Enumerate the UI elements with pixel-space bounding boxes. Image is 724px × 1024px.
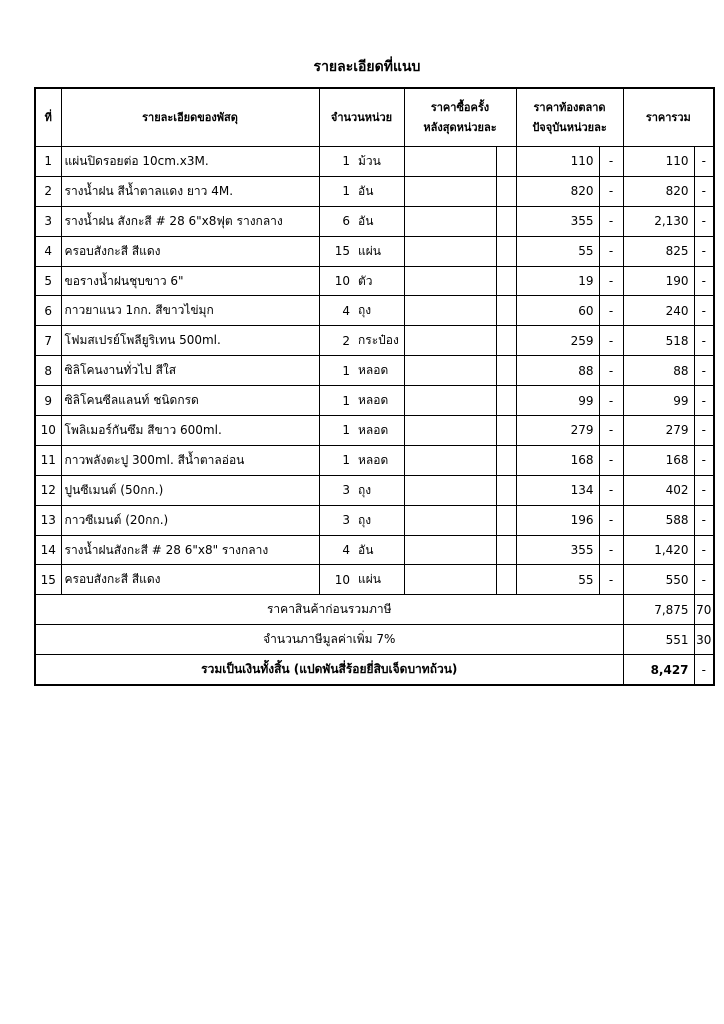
subtotal-satang: 70 (694, 595, 714, 625)
item-unit: หลอด (354, 356, 404, 386)
item-last-price (404, 176, 496, 206)
item-market-price: 110 (516, 147, 599, 177)
item-total-satang: - (694, 266, 714, 296)
items-body (35, 147, 714, 595)
row-number: 5 (35, 266, 61, 296)
table-row (35, 356, 714, 386)
item-last-price (404, 535, 496, 565)
item-last-price (404, 326, 496, 356)
table-row (35, 565, 714, 595)
item-last-price-satang (496, 445, 516, 475)
item-total: 550 (623, 565, 694, 595)
item-total-satang: - (694, 386, 714, 416)
item-market-price-satang: - (599, 505, 623, 535)
item-market-price-satang: - (599, 565, 623, 595)
item-quantity: 1 (319, 386, 354, 416)
header-market-price-line1: ราคาท้องตลาด (533, 100, 606, 114)
item-description: แผ่นปิดรอยต่อ 10cm.x3M. (61, 147, 319, 177)
item-last-price-satang (496, 147, 516, 177)
row-number: 9 (35, 386, 61, 416)
item-market-price: 134 (516, 475, 599, 505)
row-number: 1 (35, 147, 61, 177)
items-table (34, 87, 715, 686)
row-number: 11 (35, 445, 61, 475)
vat-satang: 30 (694, 625, 714, 655)
item-quantity: 1 (319, 176, 354, 206)
table-row (35, 147, 714, 177)
item-total-satang: - (694, 206, 714, 236)
item-description: ครอบสังกะสี สีแดง (61, 236, 319, 266)
item-last-price (404, 356, 496, 386)
item-unit: ถุง (354, 296, 404, 326)
row-number: 8 (35, 356, 61, 386)
header-last-price (404, 88, 516, 147)
item-total: 825 (623, 236, 694, 266)
item-description: กาวซีเมนต์ (20กก.) (61, 505, 319, 535)
item-market-price-satang: - (599, 535, 623, 565)
item-market-price-satang: - (599, 147, 623, 177)
item-total: 190 (623, 266, 694, 296)
item-description: รางน้ำฝน สีน้ำตาลแดง ยาว 4M. (61, 176, 319, 206)
item-total: 240 (623, 296, 694, 326)
item-market-price: 55 (516, 236, 599, 266)
table-row (35, 445, 714, 475)
row-number: 6 (35, 296, 61, 326)
item-last-price-satang (496, 505, 516, 535)
item-total: 110 (623, 147, 694, 177)
item-quantity: 1 (319, 445, 354, 475)
item-description: ครอบสังกะสี สีแดง (61, 565, 319, 595)
item-unit: ถุง (354, 505, 404, 535)
table-row (35, 296, 714, 326)
table-row (35, 505, 714, 535)
item-last-price (404, 475, 496, 505)
row-number: 2 (35, 176, 61, 206)
item-last-price-satang (496, 535, 516, 565)
item-description: ซิลิโคนงานทั่วไป สีใส (61, 356, 319, 386)
table-row (35, 386, 714, 416)
table-row (35, 475, 714, 505)
table-row (35, 326, 714, 356)
item-last-price-satang (496, 386, 516, 416)
item-unit: ม้วน (354, 147, 404, 177)
item-market-price-satang: - (599, 475, 623, 505)
item-last-price-satang (496, 206, 516, 236)
item-last-price-satang (496, 565, 516, 595)
grand-total-label: รวมเป็นเงินทั้งสิ้น (แปดพันสี่ร้อยยี่สิบเจ็ดบาทถ้วน) (35, 655, 623, 685)
item-total: 2,130 (623, 206, 694, 236)
item-market-price: 99 (516, 386, 599, 416)
item-total-satang: - (694, 505, 714, 535)
header-market-price-line2: ปัจจุบันหน่วยละ (532, 120, 607, 134)
item-last-price (404, 416, 496, 446)
item-market-price-satang: - (599, 176, 623, 206)
item-market-price-satang: - (599, 326, 623, 356)
item-unit: หลอด (354, 445, 404, 475)
item-quantity: 15 (319, 236, 354, 266)
item-quantity: 6 (319, 206, 354, 236)
item-market-price: 820 (516, 176, 599, 206)
header-description: รายละเอียดของพัสดุ (61, 88, 319, 147)
item-description: โพลิเมอร์กันซึม สีขาว 600ml. (61, 416, 319, 446)
item-unit: หลอด (354, 386, 404, 416)
item-unit: ถุง (354, 475, 404, 505)
item-total-satang: - (694, 236, 714, 266)
subtotal-row (35, 595, 714, 625)
item-total: 518 (623, 326, 694, 356)
item-quantity: 4 (319, 296, 354, 326)
item-quantity: 3 (319, 475, 354, 505)
item-last-price (404, 236, 496, 266)
item-total-satang: - (694, 475, 714, 505)
item-last-price-satang (496, 176, 516, 206)
table-row (35, 206, 714, 236)
item-quantity: 1 (319, 416, 354, 446)
item-description: กาวยาแนว 1กก. สีขาวไข่มุก (61, 296, 319, 326)
item-description: ขอรางน้ำฝนชุบขาว 6" (61, 266, 319, 296)
grand-total-value: 8,427 (623, 655, 694, 685)
item-market-price: 168 (516, 445, 599, 475)
header-quantity: จำนวนหน่วย (319, 88, 404, 147)
item-last-price (404, 266, 496, 296)
item-last-price-satang (496, 475, 516, 505)
item-market-price: 279 (516, 416, 599, 446)
item-description: ซิลิโคนซีลแลนท์ ชนิดกรด (61, 386, 319, 416)
item-total-satang: - (694, 296, 714, 326)
item-last-price-satang (496, 416, 516, 446)
item-unit: อัน (354, 206, 404, 236)
item-last-price (404, 147, 496, 177)
item-unit: หลอด (354, 416, 404, 446)
item-market-price-satang: - (599, 386, 623, 416)
item-market-price-satang: - (599, 206, 623, 236)
grand-total-row (35, 655, 714, 685)
item-market-price-satang: - (599, 356, 623, 386)
item-market-price: 19 (516, 266, 599, 296)
table-row (35, 416, 714, 446)
vat-row (35, 625, 714, 655)
item-last-price (404, 386, 496, 416)
item-total-satang: - (694, 176, 714, 206)
item-last-price (404, 296, 496, 326)
item-last-price (404, 505, 496, 535)
item-quantity: 10 (319, 266, 354, 296)
item-market-price-satang: - (599, 266, 623, 296)
row-number: 7 (35, 326, 61, 356)
item-total-satang: - (694, 445, 714, 475)
header-no: ที่ (35, 88, 61, 147)
header-last-price-line2: หลังสุดหน่วยละ (423, 120, 497, 134)
item-quantity: 2 (319, 326, 354, 356)
item-total: 88 (623, 356, 694, 386)
item-total: 1,420 (623, 535, 694, 565)
item-last-price-satang (496, 266, 516, 296)
item-market-price: 88 (516, 356, 599, 386)
item-unit: กระป๋อง (354, 326, 404, 356)
item-total-satang: - (694, 565, 714, 595)
item-total-satang: - (694, 147, 714, 177)
item-description: รางน้ำฝน สังกะสี # 28 6"x8ฟุต รางกลาง (61, 206, 319, 236)
item-unit: อัน (354, 535, 404, 565)
item-quantity: 10 (319, 565, 354, 595)
item-market-price-satang: - (599, 236, 623, 266)
item-market-price-satang: - (599, 296, 623, 326)
grand-total-satang: - (694, 655, 714, 685)
table-row (35, 176, 714, 206)
item-market-price: 355 (516, 535, 599, 565)
item-market-price-satang: - (599, 416, 623, 446)
item-total-satang: - (694, 416, 714, 446)
subtotal-value: 7,875 (623, 595, 694, 625)
row-number: 12 (35, 475, 61, 505)
item-last-price-satang (496, 236, 516, 266)
document-title: รายละเอียดที่แนบ (313, 59, 421, 75)
row-number: 10 (35, 416, 61, 446)
item-total: 588 (623, 505, 694, 535)
table-row (35, 535, 714, 565)
item-quantity: 1 (319, 147, 354, 177)
item-total-satang: - (694, 535, 714, 565)
item-market-price: 355 (516, 206, 599, 236)
item-unit: ตัว (354, 266, 404, 296)
item-market-price-satang: - (599, 445, 623, 475)
item-market-price: 259 (516, 326, 599, 356)
item-unit: แผ่น (354, 236, 404, 266)
item-market-price: 60 (516, 296, 599, 326)
item-description: รางน้ำฝนสังกะสี # 28 6"x8" รางกลาง (61, 535, 319, 565)
item-description: กาวพลังตะปู 300ml. สีน้ำตาลอ่อน (61, 445, 319, 475)
row-number: 4 (35, 236, 61, 266)
item-market-price: 55 (516, 565, 599, 595)
item-description: โฟมสเปรย์โพลียูริเทน 500ml. (61, 326, 319, 356)
item-last-price-satang (496, 326, 516, 356)
header-total: ราคารวม (623, 88, 714, 147)
item-quantity: 4 (319, 535, 354, 565)
table-row (35, 266, 714, 296)
item-total: 168 (623, 445, 694, 475)
item-unit: แผ่น (354, 565, 404, 595)
item-quantity: 1 (319, 356, 354, 386)
row-number: 3 (35, 206, 61, 236)
header-last-price-line1: ราคาซื้อครั้ง (430, 100, 490, 114)
item-last-price (404, 206, 496, 236)
item-description: ปูนซีเมนต์ (50กก.) (61, 475, 319, 505)
row-number: 14 (35, 535, 61, 565)
table-row (35, 236, 714, 266)
item-quantity: 3 (319, 505, 354, 535)
item-last-price (404, 445, 496, 475)
item-total: 402 (623, 475, 694, 505)
subtotal-label: ราคาสินค้าก่อนรวมภาษี (35, 595, 623, 625)
item-unit: อัน (354, 176, 404, 206)
vat-label: จำนวนภาษีมูลค่าเพิ่ม 7% (35, 625, 623, 655)
item-last-price (404, 565, 496, 595)
row-number: 13 (35, 505, 61, 535)
vat-value: 551 (623, 625, 694, 655)
item-total-satang: - (694, 326, 714, 356)
item-last-price-satang (496, 296, 516, 326)
header-market-price (516, 88, 623, 147)
item-market-price: 196 (516, 505, 599, 535)
row-number: 15 (35, 565, 61, 595)
item-total: 820 (623, 176, 694, 206)
item-total-satang: - (694, 356, 714, 386)
item-total: 279 (623, 416, 694, 446)
item-total: 99 (623, 386, 694, 416)
item-last-price-satang (496, 356, 516, 386)
